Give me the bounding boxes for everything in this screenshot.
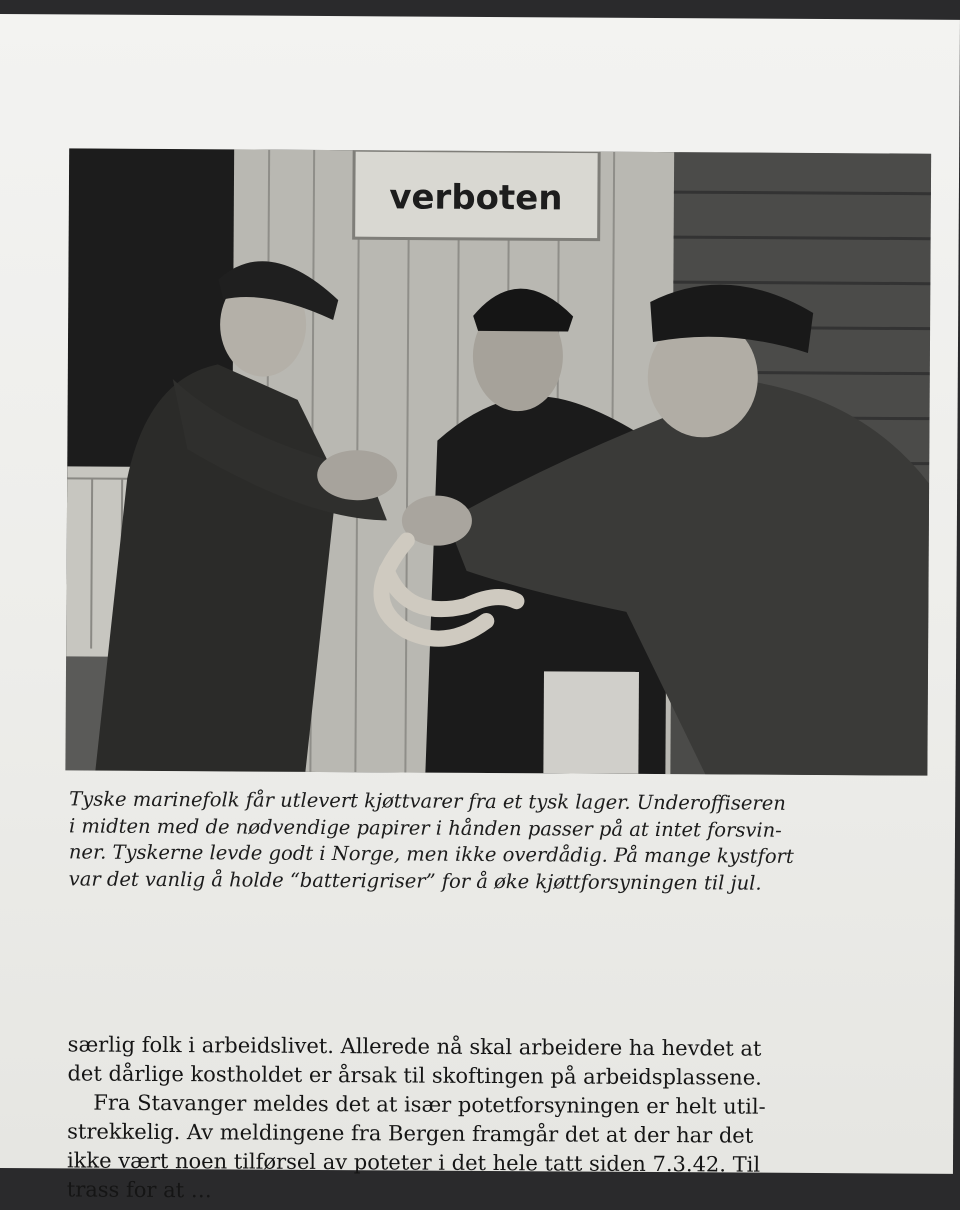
body-line: trass for at … — [66, 1177, 212, 1203]
show-through-text: ​ ​ — [63, 957, 65, 1009]
photograph-illustration — [65, 148, 931, 775]
photo-caption — [69, 786, 926, 897]
body-line: særlig folk i arbeidslivet. Allerede nå skal arbeidere ha hevdet at — [67, 1032, 762, 1061]
body-line: Fra Stavanger meldes det at især potetforsyningen er helt util- — [93, 1090, 766, 1119]
body-line: strekkelig. Av meldingene fra Bergen framgår det at der har det — [67, 1119, 754, 1148]
book-page — [0, 14, 960, 1203]
body-line: det dårlige kostholdet er årsak til skoftingen på arbeidsplassene. — [67, 1061, 762, 1090]
caption-line: var det vanlig å holde “batterigriser” for å øke kjøttforsyningen til jul. — [68, 866, 762, 895]
caption-line: i midten med de nødvendige papirer i hånden passer på at intet forsvin- — [68, 813, 782, 842]
body-text — [67, 1030, 924, 1209]
caption-line: Tyske marinefolk får utlevert kjøttvarer fra et tysk lager. Underoffiseren — [69, 787, 786, 815]
sign-text: verboten — [389, 177, 563, 219]
historical-photograph — [65, 148, 931, 775]
body-line: ikke vært noen tilførsel av poteter i det hele tatt siden 7.3.42. Til — [66, 1148, 761, 1177]
caption-line: ner. Tyskerne levde godt i Norge, men ikke overdådig. På mange kystfort — [68, 840, 794, 868]
